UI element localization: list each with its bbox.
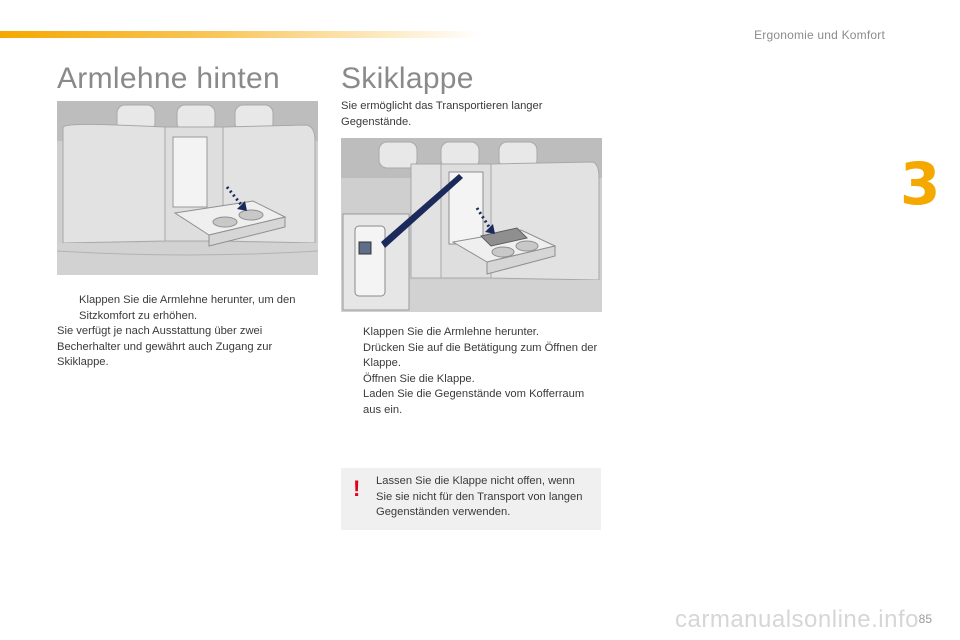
warning-box — [341, 468, 601, 530]
list-item-text: Klappen Sie die Armlehne herunter. — [363, 326, 540, 338]
illustration-ski-hatch — [341, 138, 602, 312]
list-item-text: Laden Sie die Gegenstände vom Kofferraum aus ein. — [363, 388, 585, 416]
heading-armlehne: Armlehne hinten — [57, 62, 280, 95]
warning-text: Lassen Sie die Klappe nicht offen, wenn Sie sie nicht für den Transport von langen Gegenständen verwenden. — [376, 475, 583, 519]
watermark: carmanualsonline.info — [675, 606, 919, 633]
skiklappe-intro: Sie ermöglicht das Transportieren langer Gegenstände. — [341, 100, 543, 128]
list-item-text: Klappen Sie die Armlehne herunter, um den Sitzkomfort zu erhöhen. — [79, 294, 296, 322]
list-item — [341, 372, 603, 388]
header-accent-bar — [0, 31, 480, 38]
list-item-text: Drücken Sie auf die Betätigung zum Öffnen der Klappe. — [363, 341, 598, 370]
rear-seat-armrest-drawing — [57, 101, 318, 275]
list-item — [341, 387, 603, 418]
ski-hatch-drawing — [341, 138, 602, 312]
warning-icon: ! — [353, 476, 361, 501]
list-item-text: Öffnen Sie die Klappe. — [363, 372, 475, 385]
chapter-number: 3 — [900, 150, 941, 218]
section-title: Ergonomie und Komfort — [754, 28, 885, 42]
page-number: 85 — [918, 612, 932, 626]
heading-skiklappe: Skiklappe — [341, 62, 474, 95]
armlehne-paragraph: Sie verfügt je nach Ausstattung über zwei Becherhalter und gewährt auch Zugang zur Skiklappe. — [57, 325, 273, 369]
skiklappe-steps — [341, 325, 603, 419]
list-item — [57, 293, 317, 324]
illustration-rear-armrest — [57, 101, 318, 275]
armlehne-text — [57, 293, 317, 371]
list-item — [341, 341, 603, 372]
list-item — [341, 325, 603, 341]
